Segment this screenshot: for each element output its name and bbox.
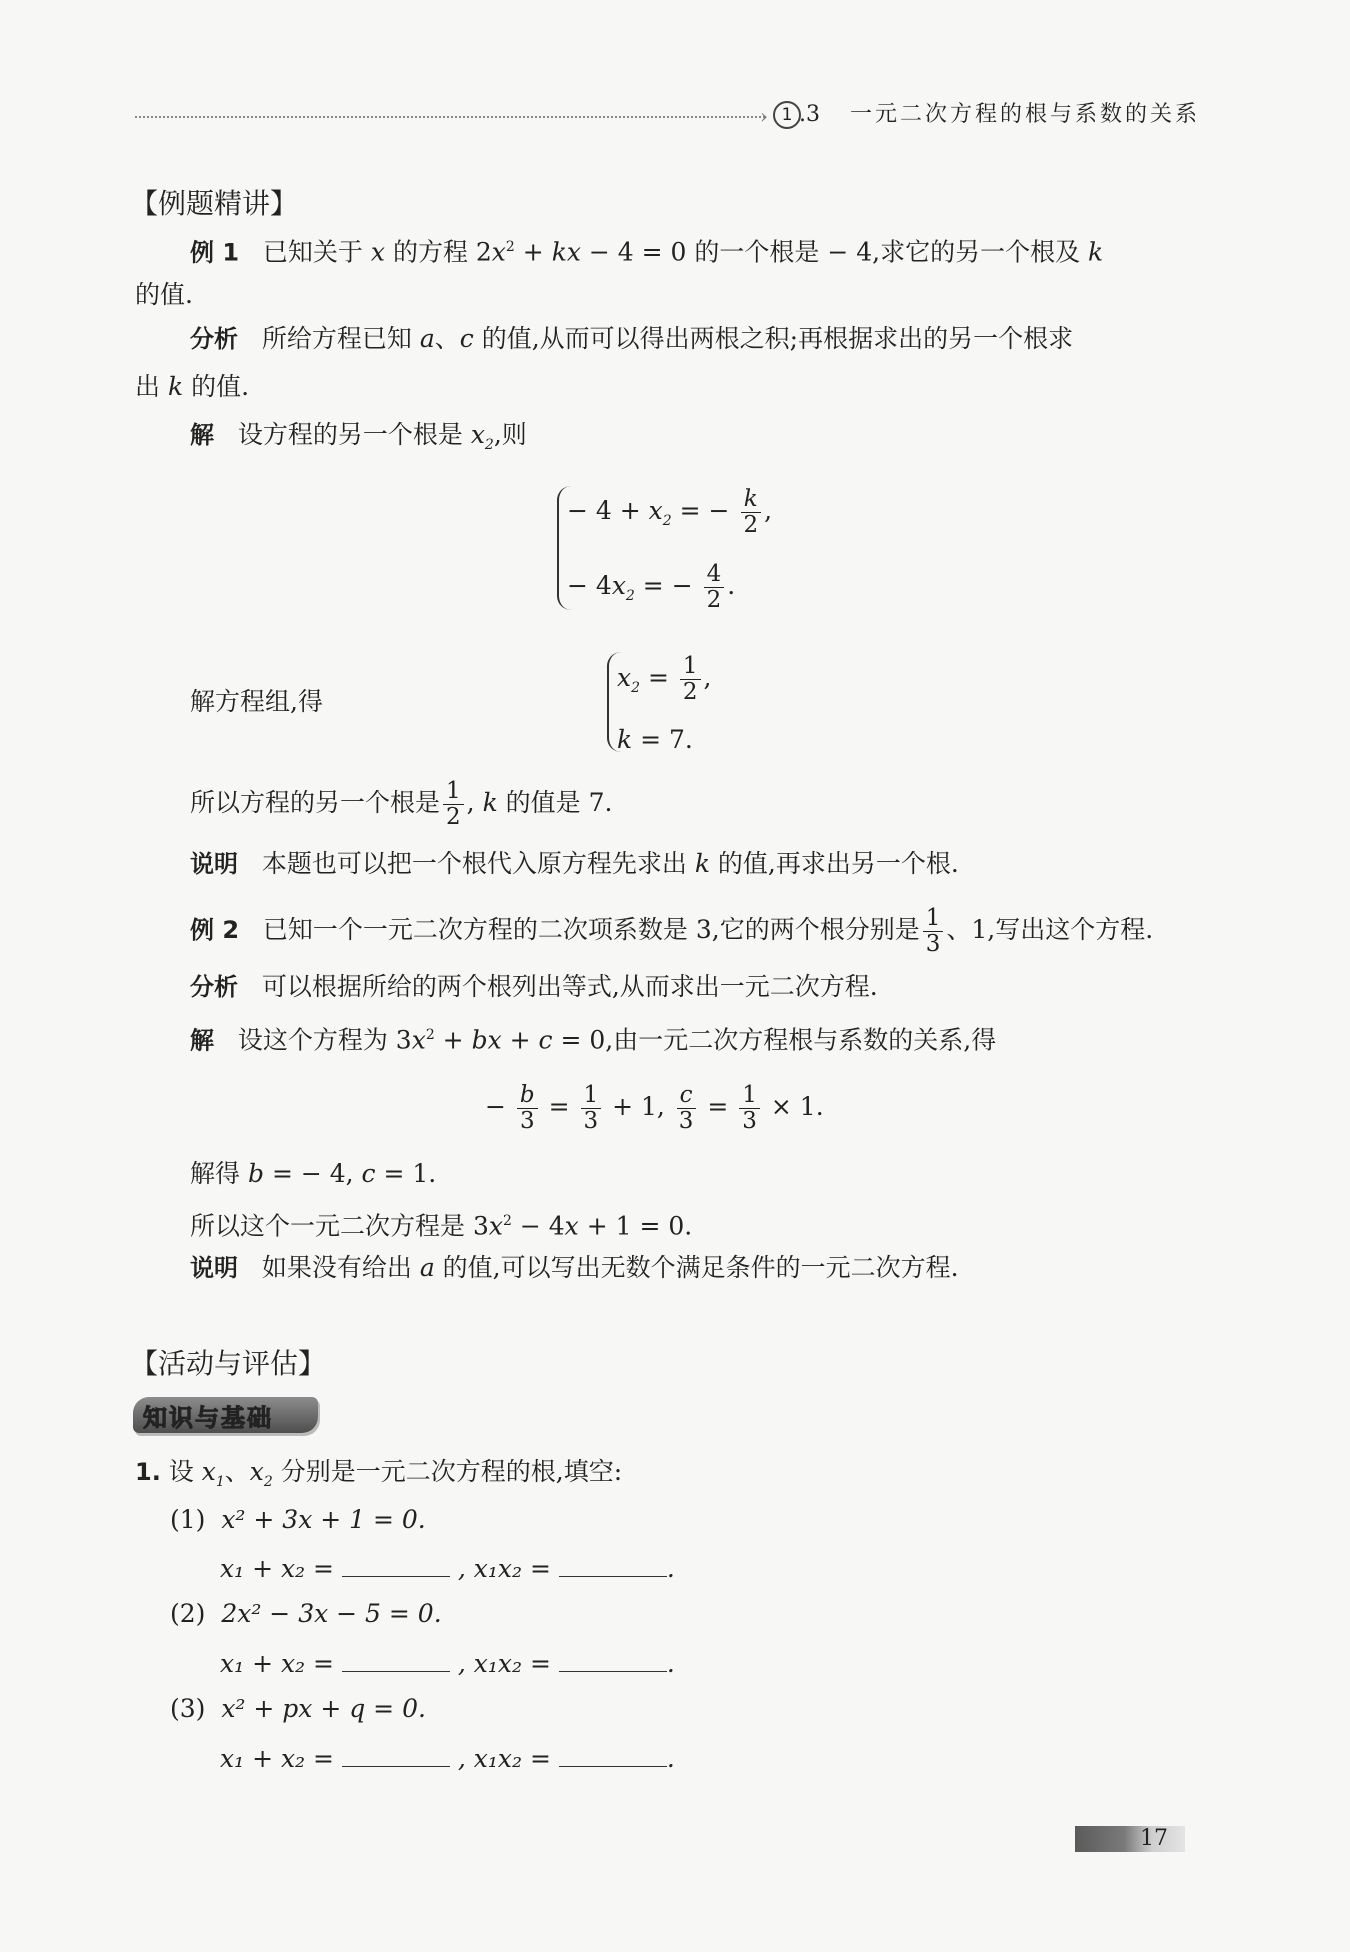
text: , [466, 788, 475, 817]
system1-row1 [567, 487, 772, 538]
denominator: 2 [743, 512, 759, 538]
numerator: 1 [443, 779, 464, 805]
exercise1-label: 1. [135, 1458, 161, 1486]
text: 设 [168, 1457, 194, 1486]
header-section-suffix: .3 [799, 102, 820, 127]
exercise1-prompt [135, 1455, 622, 1499]
product-label: , x₁x₂ = [457, 1744, 551, 1773]
example1-label: 例 1 [190, 238, 240, 267]
example1-note [190, 847, 959, 881]
var-k: k [167, 372, 184, 401]
product-blank[interactable] [559, 1645, 667, 1672]
analysis-label: 分析 [190, 325, 238, 353]
var-c: c [361, 1159, 376, 1188]
text: 所以这个一元二次方程是 3 [190, 1211, 489, 1241]
var-x: x [370, 237, 385, 267]
var-x2: $x_2$ [470, 420, 494, 453]
item-equation: x² + 3x + 1 = 0. [221, 1505, 426, 1534]
section-title-examples: 【例题精讲】 [130, 187, 299, 220]
section-title-activities: 【活动与评估】 [130, 1347, 327, 1380]
fraction-b-over-3 [517, 1083, 538, 1134]
product-label: , x₁x₂ = [457, 1554, 551, 1583]
var-x: x [411, 1025, 426, 1055]
example1-statement [190, 230, 1103, 269]
text: ,则 [493, 420, 527, 449]
text: + 1 = 0. [586, 1211, 693, 1241]
text: = − 4, [271, 1159, 354, 1188]
note-label: 说明 [190, 850, 238, 878]
text: 分别是一元二次方程的根,填空: [280, 1457, 623, 1486]
text: − 4 + [567, 496, 641, 525]
var-a: a [419, 324, 435, 353]
var-a: a [419, 1253, 435, 1282]
denominator: 3 [583, 1108, 599, 1134]
text: − 4 [567, 571, 612, 600]
var-kx: kx [551, 237, 581, 267]
var-x2: $x_2$ [611, 571, 635, 604]
header-arrow: › [760, 104, 768, 128]
var-x2: $x_2$ [617, 663, 641, 696]
numerator: 1 [923, 906, 944, 932]
text: 已知关于 [262, 237, 363, 267]
exercise1-item1-equation [170, 1503, 426, 1537]
text: 的值,从而可以得出两根之积;再根据求出的另一个根求 [481, 324, 1074, 353]
product-blank[interactable] [559, 1550, 667, 1577]
var-x2: $x_2$ [648, 496, 672, 529]
text: 所给方程已知 [261, 324, 412, 353]
badge-label: 知识与基础 [143, 1404, 273, 1432]
item-number: (1) [170, 1505, 206, 1534]
var-x: x [491, 237, 506, 267]
numerator: 1 [680, 654, 701, 680]
example2-solution: 解 设这个方程为 $3x^2$ + bx + c = 0,由一元二次方程根与系数的关系,得 [190, 1025, 997, 1055]
fraction-1-over-2 [443, 779, 464, 830]
text: − 4 = 0 的一个根是 − 4,求它的另一个根及 [588, 237, 1081, 267]
denominator: 3 [678, 1108, 694, 1134]
item-equation: x² + px + q = 0. [221, 1694, 426, 1723]
example2-vieta-equation [485, 1083, 824, 1134]
exp: 2 [425, 1027, 435, 1043]
exercise1-item2-equation [170, 1597, 442, 1631]
text: − 4 [519, 1211, 565, 1241]
note-label: 说明 [190, 1254, 238, 1282]
text: = [707, 1092, 729, 1121]
example2-note [190, 1251, 959, 1285]
system1-row2 [567, 562, 735, 613]
text: 所以方程的另一个根是 [190, 788, 441, 817]
text: × 1. [770, 1092, 824, 1121]
numerator: b [517, 1083, 538, 1109]
text: 、1,写出这个方程. [946, 915, 1154, 944]
text: 、 [224, 1457, 250, 1486]
numerator: 1 [581, 1083, 602, 1109]
exercise1-item2-answers [220, 1645, 675, 1681]
var-c: c [459, 324, 474, 353]
text: 的方程 2 [392, 237, 492, 267]
var-k: k [482, 788, 498, 817]
text: , [703, 663, 712, 692]
fraction-1-over-3 [923, 906, 944, 957]
numerator: k [741, 487, 761, 513]
header-dotted-rule [135, 116, 765, 118]
var-k: k [694, 849, 710, 878]
var-c: c [538, 1025, 553, 1055]
item-number: (3) [170, 1694, 206, 1723]
example2-final [190, 1204, 692, 1243]
denominator: 3 [742, 1108, 757, 1134]
text: + [522, 237, 544, 267]
var-bx: bx [471, 1025, 502, 1055]
text: , [764, 496, 773, 525]
text: 已知一个一元二次方程的二次项系数是 3,它的两个根分别是 [262, 915, 920, 944]
var-x: x [564, 1211, 579, 1241]
text: 出 [135, 372, 161, 401]
text: . [727, 571, 736, 600]
var-x1: $x_1$ [201, 1457, 225, 1490]
text: 的值,可以写出无数个满足条件的一元二次方程. [442, 1253, 959, 1282]
text: 如果没有给出 [261, 1253, 412, 1282]
text: = 7. [640, 725, 693, 754]
exercise1-item1-answers [220, 1550, 675, 1586]
example1-solution [190, 418, 527, 462]
solve-system-text: 解方程组,得 [190, 687, 323, 716]
numerator: 1 [739, 1083, 760, 1109]
example1-analysis-line2 [135, 370, 249, 404]
fraction-4-over-2 [704, 562, 725, 613]
text: = − [679, 496, 730, 525]
text: 设方程的另一个根是 [237, 420, 463, 449]
sum-label: x₁ + x₂ = [220, 1744, 334, 1773]
sum-label: x₁ + x₂ = [220, 1554, 334, 1583]
text: 的值是 7. [505, 788, 613, 817]
exp: 2 [502, 1213, 512, 1229]
fraction-1-over-3 [581, 1083, 602, 1134]
solution-label: 解 [190, 1026, 214, 1055]
page-number: 17 [1140, 1826, 1168, 1851]
var-b: b [247, 1159, 264, 1188]
product-label: , x₁x₂ = [457, 1649, 551, 1678]
denominator: 2 [706, 587, 722, 613]
fraction-k-over-2 [740, 487, 761, 538]
item-number: (2) [170, 1599, 206, 1628]
header-chapter-number: 1 [781, 105, 793, 125]
header-title: 一元二次方程的根与系数的关系 [850, 102, 1201, 127]
example1-analysis [190, 322, 1073, 356]
text: . [666, 1554, 675, 1583]
sum-blank[interactable] [342, 1550, 450, 1577]
example2-analysis [190, 970, 878, 1004]
example1-statement-line2: 的值. [135, 280, 193, 309]
text: 可以根据所给的两个根列出等式,从而求出一元二次方程. [261, 972, 878, 1001]
var-x2: $x_2$ [249, 1457, 273, 1490]
exp: 2 [505, 239, 515, 255]
product-blank[interactable] [559, 1740, 667, 1767]
fraction-1-over-3 [739, 1083, 760, 1134]
text: . [666, 1649, 675, 1678]
var-k: k [1088, 237, 1104, 267]
denominator: 2 [682, 679, 698, 705]
text: = [548, 1092, 570, 1121]
text: . [666, 1744, 675, 1773]
text: 本题也可以把一个根代入原方程先求出 [261, 849, 687, 878]
text: 的值,再求出另一个根. [717, 849, 959, 878]
sum-blank[interactable] [342, 1645, 450, 1672]
numerator: 4 [704, 562, 725, 588]
sum-blank[interactable] [342, 1740, 450, 1767]
exercise1-item3-answers [220, 1740, 675, 1776]
denominator: 2 [446, 804, 461, 830]
numerator: c [677, 1083, 696, 1109]
system2-row2 [617, 723, 693, 757]
example1-conclusion [190, 779, 612, 830]
page-number-tab [1075, 1826, 1185, 1852]
item-equation: 2x² − 3x − 5 = 0. [221, 1599, 442, 1628]
system2-row1 [617, 654, 711, 705]
header-chapter-circle [773, 101, 801, 129]
knowledge-basics-badge [133, 1397, 318, 1433]
sum-label: x₁ + x₂ = [220, 1649, 334, 1678]
text: 、 [434, 324, 460, 353]
fraction-c-over-3 [676, 1083, 697, 1134]
var-k: k [617, 725, 633, 754]
solution-label: 解 [190, 421, 214, 449]
text: 解得 [190, 1159, 241, 1188]
var-x: x [488, 1211, 503, 1241]
denominator: 3 [925, 931, 941, 957]
example2-result [190, 1157, 436, 1191]
text: = 0,由一元二次方程根与系数的关系,得 [560, 1025, 997, 1055]
example2-label: 例 2 [190, 916, 240, 944]
text: = [647, 663, 669, 692]
analysis-label: 分析 [190, 973, 238, 1001]
text: = 1. [383, 1159, 437, 1188]
text: − [485, 1092, 506, 1121]
text: = − [642, 571, 693, 600]
exercise1-item3-equation [170, 1692, 426, 1726]
fraction-1-over-2 [680, 654, 701, 705]
text: + 1, [612, 1092, 665, 1121]
text: 设这个方程为 3 [237, 1025, 412, 1055]
example2-statement [190, 906, 1153, 957]
denominator: 3 [519, 1108, 535, 1134]
text: 的值. [191, 372, 250, 401]
